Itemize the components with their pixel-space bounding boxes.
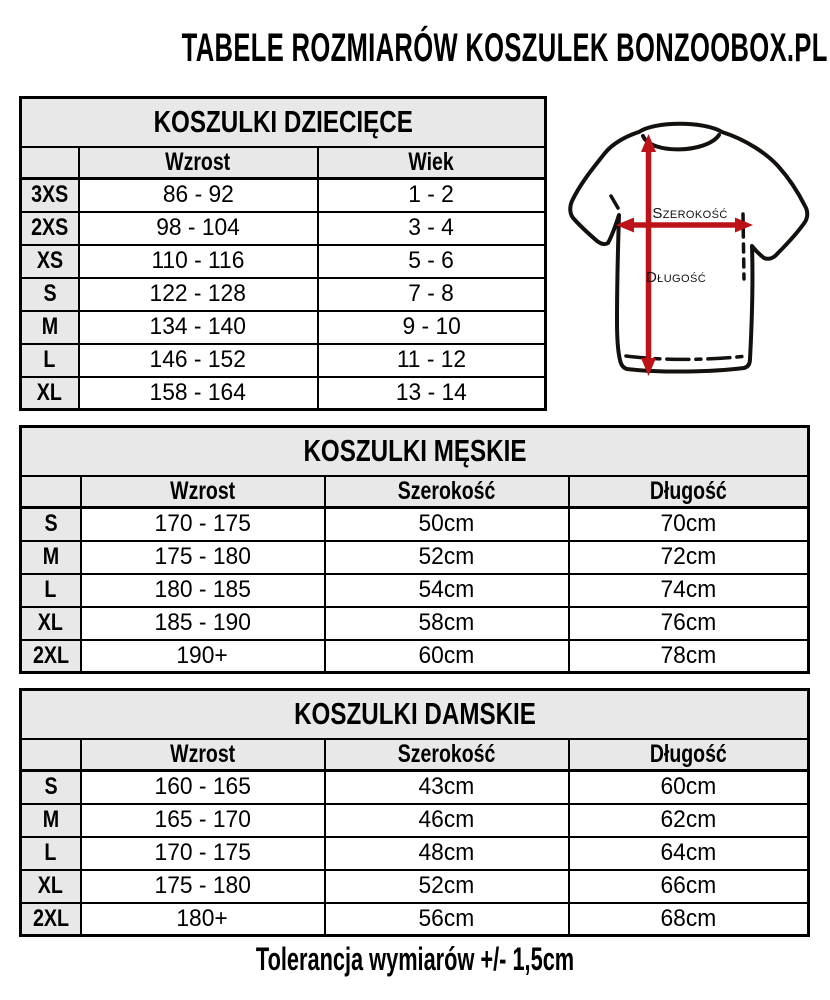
value-cell: 175 - 180 <box>81 870 325 903</box>
value-cell: 146 - 152 <box>79 344 318 377</box>
size-cell: XL <box>21 870 81 903</box>
column-header-dlugosc: Długość <box>569 739 809 771</box>
value-cell: 72cm <box>569 541 809 574</box>
size-cell: L <box>21 344 79 377</box>
value-cell: 86 - 92 <box>79 179 318 212</box>
value-cell: 68cm <box>569 903 809 936</box>
size-cell: XL <box>21 377 79 410</box>
value-cell: 165 - 170 <box>81 804 325 837</box>
value-cell: 110 - 116 <box>79 245 318 278</box>
value-cell: 70cm <box>569 508 809 541</box>
table-row <box>21 541 809 574</box>
table-row <box>21 377 546 410</box>
size-cell: 3XS <box>21 179 79 212</box>
size-cell: 2XL <box>21 903 81 936</box>
value-cell: 43cm <box>325 771 569 804</box>
value-cell: 3 - 4 <box>318 212 546 245</box>
value-cell: 190+ <box>81 640 325 673</box>
women-header-row <box>21 739 809 771</box>
value-cell: 170 - 175 <box>81 837 325 870</box>
table-row <box>21 640 809 673</box>
table-row <box>21 837 809 870</box>
size-cell: M <box>21 541 81 574</box>
size-cell: S <box>21 508 81 541</box>
value-cell: 180 - 185 <box>81 574 325 607</box>
table-row <box>21 311 546 344</box>
tolerance-note-text: Tolerancja wymiarów +/- 1,5cm <box>255 941 575 977</box>
table-row <box>21 804 809 837</box>
value-cell: 13 - 14 <box>318 377 546 410</box>
page-title-text: TABELE ROZMIARÓW KOSZULEK BONZOOBOX.PL <box>181 26 828 70</box>
value-cell: 158 - 164 <box>79 377 318 410</box>
value-cell: 180+ <box>81 903 325 936</box>
column-header-szerokosc: Szerokość <box>325 739 569 771</box>
size-cell: S <box>21 278 79 311</box>
length-label: Długość <box>645 269 707 286</box>
table-row <box>21 574 809 607</box>
value-cell: 122 - 128 <box>79 278 318 311</box>
value-cell: 60cm <box>325 640 569 673</box>
column-header-wzrost: Wzrost <box>81 476 325 508</box>
column-header-dlugosc: Długość <box>569 476 809 508</box>
value-cell: 52cm <box>325 541 569 574</box>
value-cell: 64cm <box>569 837 809 870</box>
value-cell: 48cm <box>325 837 569 870</box>
kids-table-title: KOSZULKI DZIECIĘCE <box>21 98 546 147</box>
column-header-szerokosc: Szerokość <box>325 476 569 508</box>
table-row <box>21 245 546 278</box>
value-cell: 11 - 12 <box>318 344 546 377</box>
table-row <box>21 771 809 804</box>
men-header-row <box>21 476 809 508</box>
value-cell: 50cm <box>325 508 569 541</box>
tshirt-outline <box>570 124 807 372</box>
value-cell: 160 - 165 <box>81 771 325 804</box>
women-size-table <box>19 688 810 937</box>
value-cell: 74cm <box>569 574 809 607</box>
tshirt-measurement-diagram <box>556 106 828 398</box>
men-size-table <box>19 425 810 674</box>
size-cell: XS <box>21 245 79 278</box>
value-cell: 175 - 180 <box>81 541 325 574</box>
kids-header-row <box>21 147 546 179</box>
size-cell: L <box>21 837 81 870</box>
size-cell: 2XS <box>21 212 79 245</box>
corner-cell <box>21 147 79 179</box>
value-cell: 98 - 104 <box>79 212 318 245</box>
women-table-title: KOSZULKI DAMSKIE <box>21 690 809 739</box>
value-cell: 185 - 190 <box>81 607 325 640</box>
size-cell: M <box>21 311 79 344</box>
tolerance-note <box>0 938 830 980</box>
size-cell: 2XL <box>21 640 81 673</box>
value-cell: 56cm <box>325 903 569 936</box>
corner-cell <box>21 739 81 771</box>
value-cell: 5 - 6 <box>318 245 546 278</box>
value-cell: 54cm <box>325 574 569 607</box>
table-row <box>21 607 809 640</box>
column-header-wzrost: Wzrost <box>81 739 325 771</box>
kids-size-table <box>19 96 547 411</box>
value-cell: 60cm <box>569 771 809 804</box>
value-cell: 9 - 10 <box>318 311 546 344</box>
table-row <box>21 508 809 541</box>
value-cell: 76cm <box>569 607 809 640</box>
value-cell: 62cm <box>569 804 809 837</box>
value-cell: 134 - 140 <box>79 311 318 344</box>
corner-cell <box>21 476 81 508</box>
value-cell: 170 - 175 <box>81 508 325 541</box>
value-cell: 58cm <box>325 607 569 640</box>
size-cell: L <box>21 574 81 607</box>
page-title <box>0 24 830 72</box>
column-header-wzrost: Wzrost <box>79 147 318 179</box>
table-row <box>21 179 546 212</box>
size-cell: M <box>21 804 81 837</box>
value-cell: 66cm <box>569 870 809 903</box>
value-cell: 7 - 8 <box>318 278 546 311</box>
size-cell: S <box>21 771 81 804</box>
table-row <box>21 278 546 311</box>
table-row <box>21 344 546 377</box>
value-cell: 1 - 2 <box>318 179 546 212</box>
table-row <box>21 903 809 936</box>
table-row <box>21 870 809 903</box>
men-table-title: KOSZULKI MĘSKIE <box>21 427 809 476</box>
column-header-wiek: Wiek <box>318 147 546 179</box>
value-cell: 78cm <box>569 640 809 673</box>
width-label: Szerokość <box>652 205 728 222</box>
value-cell: 52cm <box>325 870 569 903</box>
size-cell: XL <box>21 607 81 640</box>
value-cell: 46cm <box>325 804 569 837</box>
table-row <box>21 212 546 245</box>
